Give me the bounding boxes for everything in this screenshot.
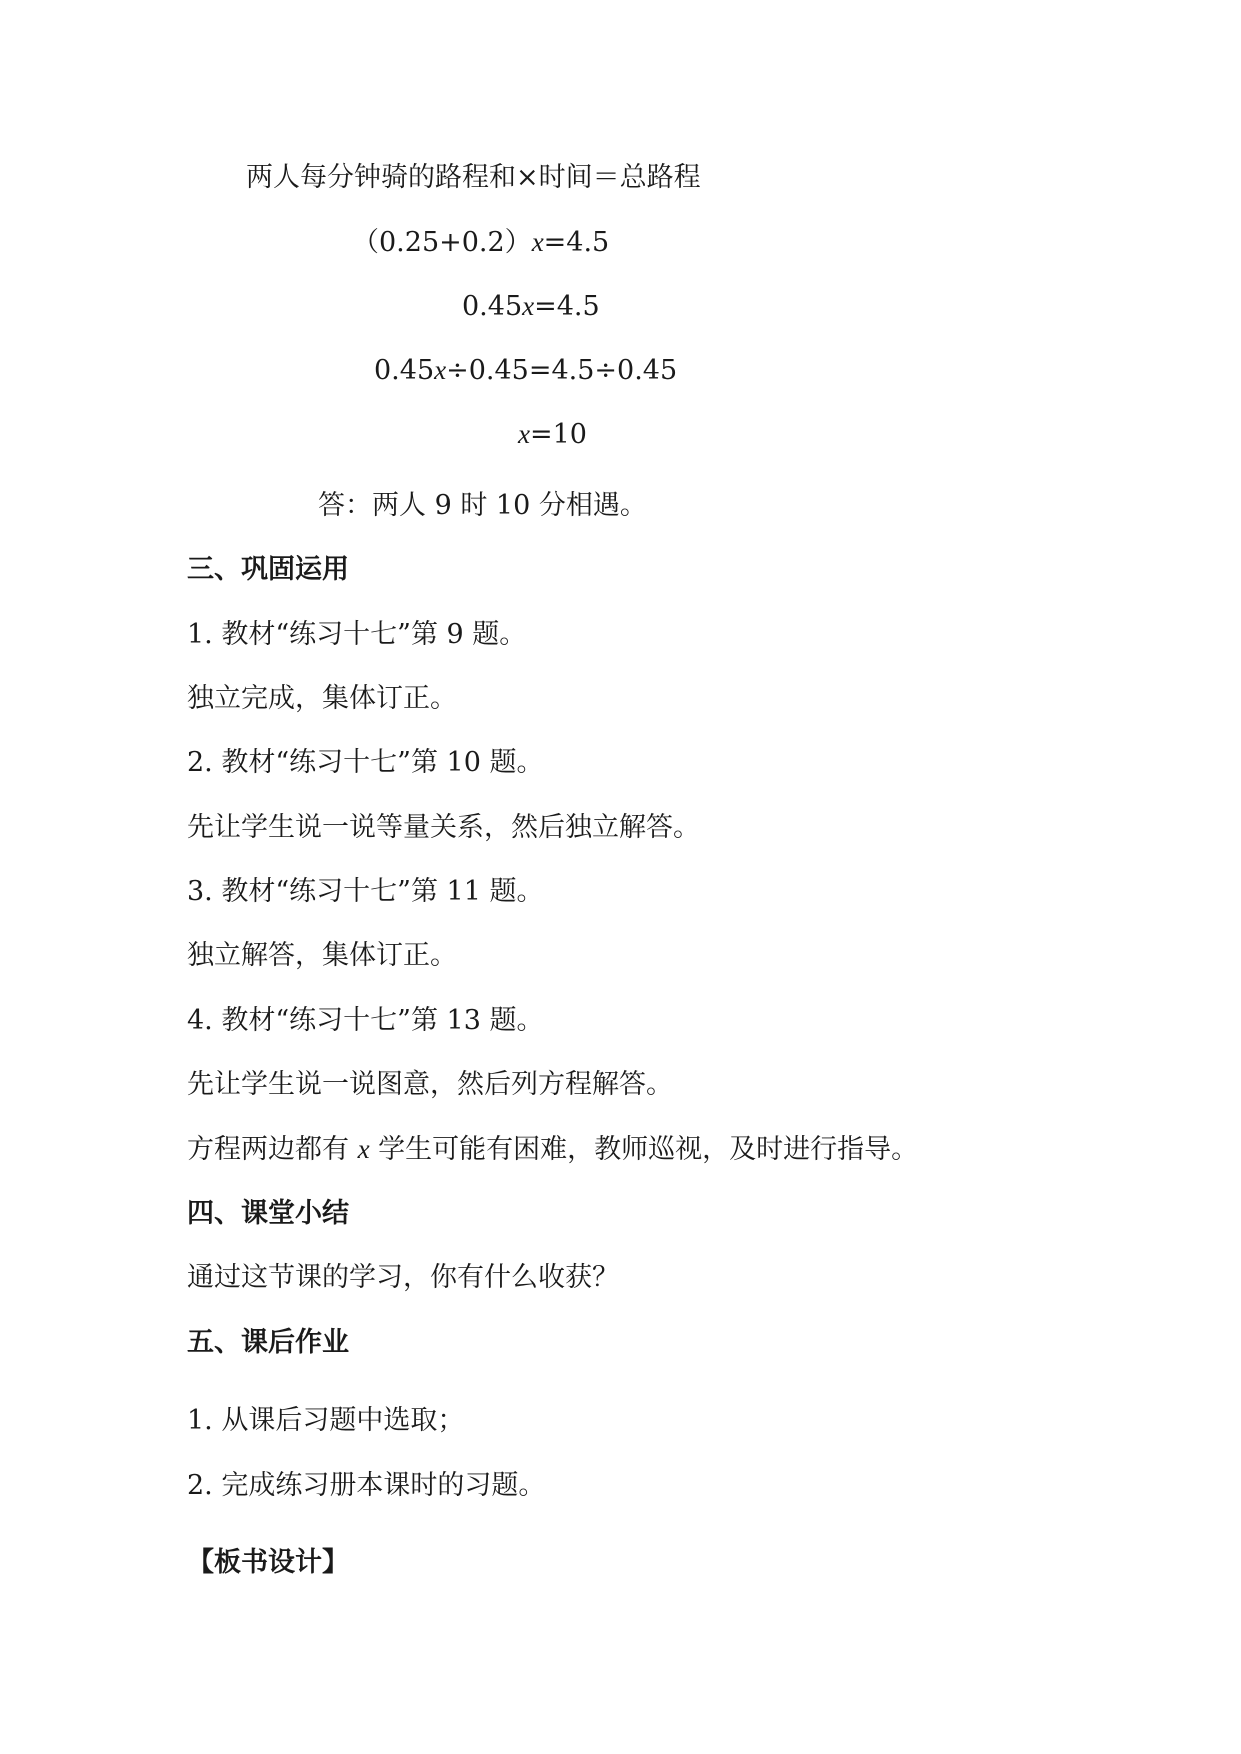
answer-line: 答：两人 9 时 10 分相遇。 (318, 490, 647, 521)
teacher-note: 方程两边都有 x 学生可能有困难，教师巡视，及时进行指导。 (187, 1134, 919, 1165)
list-item: 先让学生说一说图意，然后列方程解答。 (187, 1069, 673, 1100)
list-item: 2. 教材“练习十七”第 10 题。 (187, 747, 544, 778)
equation-step-2: 0.45x=4.5 (462, 291, 600, 322)
list-item: 独立解答，集体订正。 (187, 940, 457, 971)
list-item: 独立完成，集体订正。 (187, 683, 457, 714)
list-item: 先让学生说一说等量关系，然后独立解答。 (187, 812, 700, 843)
list-item: 1. 教材“练习十七”第 9 题。 (187, 619, 527, 650)
section-heading-consolidation: 三、巩固运用 (187, 554, 349, 585)
section-heading-homework: 五、课后作业 (187, 1327, 349, 1358)
list-item: 1. 从课后习题中选取； (187, 1405, 465, 1436)
summary-text: 通过这节课的学习，你有什么收获？ (187, 1262, 619, 1293)
list-item: 2. 完成练习册本课时的习题。 (187, 1470, 546, 1501)
equation-step-3: 0.45x÷0.45=4.5÷0.45 (374, 355, 678, 386)
equation-step-1: （0.25+0.2）x=4.5 (352, 227, 610, 258)
section-heading-summary: 四、课堂小结 (187, 1198, 349, 1229)
list-item: 4. 教材“练习十七”第 13 题。 (187, 1005, 544, 1036)
list-item: 3. 教材“练习十七”第 11 题。 (187, 876, 544, 907)
section-heading-board-design: 【板书设计】 (187, 1547, 349, 1578)
equation-relation: 两人每分钟骑的路程和×时间＝总路程 (246, 162, 701, 193)
equation-result: x=10 (518, 419, 587, 450)
